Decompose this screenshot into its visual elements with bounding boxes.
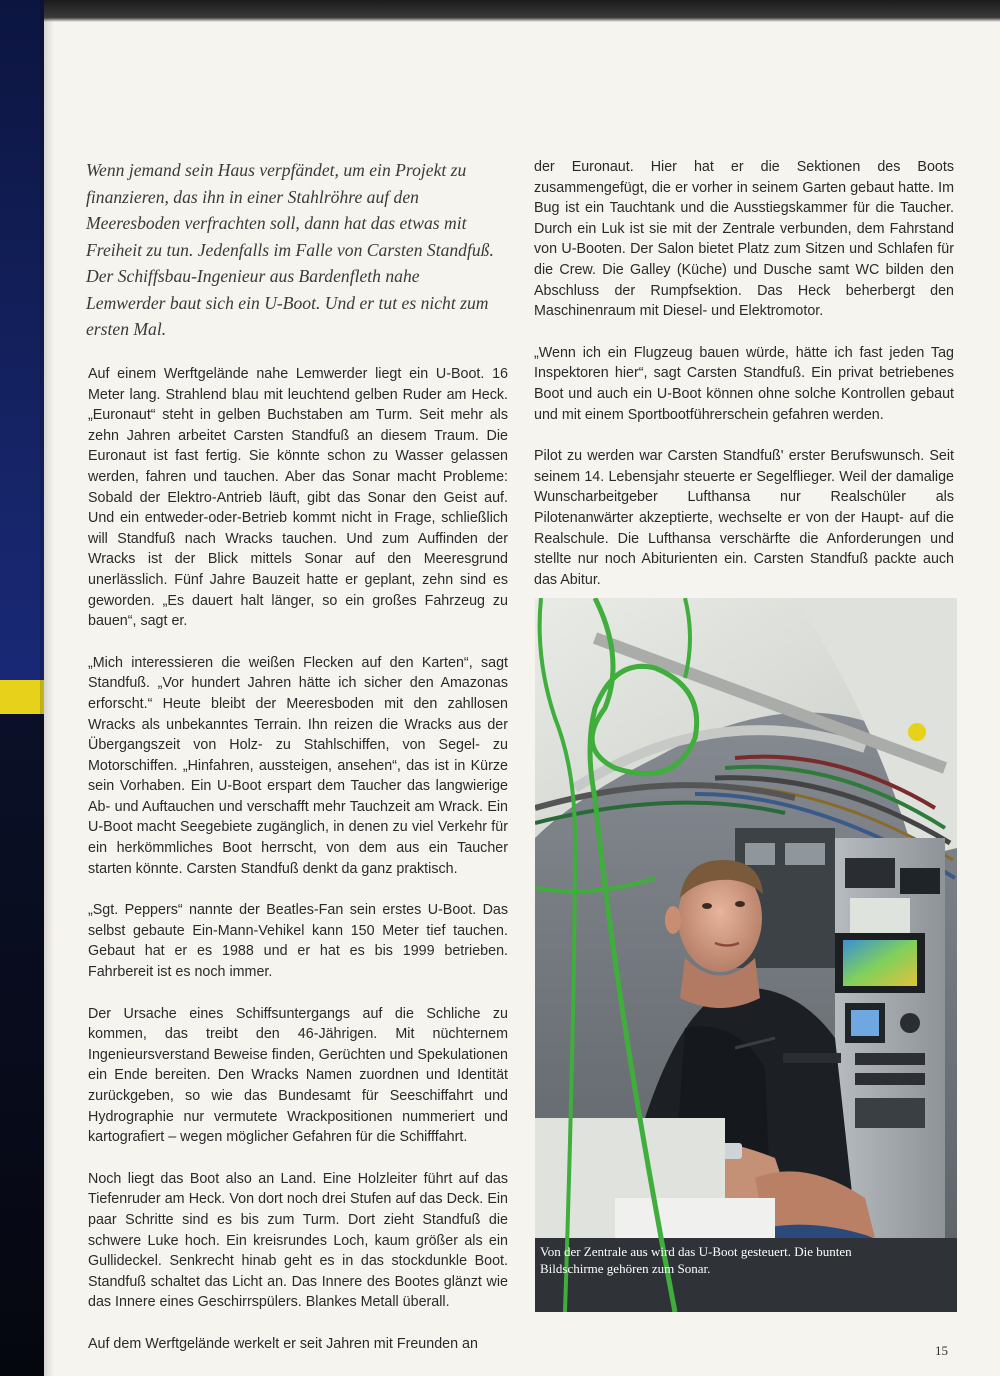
cover-spine-dark [0,714,44,1376]
body-paragraph: Pilot zu werden war Carsten Standfuß' erster Berufswunsch. Seit seinem 14. Lebensjahr steuerte er Segelflieger. Weil der damalige Wunscharbeitgeber Lufthansa nur Realschüler als Pilotenanwärter akzeptierte, wechselte er von der Haupt- auf die Realschule. Die Lufthansa verschärfte die Anforderungen und stellte nur noch Abiturienten ein. Carsten Standfuß packte auch das Abitur. [534,448,954,588]
cover-spine-yellow-stripe [0,680,44,714]
body-paragraph: „Mich interessieren die weißen Flecken auf den Karten“, sagt Standfuß. „Vor hundert Jahren hätte ich sicher den Amazonas erforscht.“ Heute bleibt der Meeresboden mit den zahllosen Wracks als unbekanntes Terrain. Ihn reizen die Wracks aus der Übergangszeit von Holz- zu Stahlschiffen, von Segel- zu Motorschiffen. „Hinfahren, aussteigen, ansehen“, das ist in Kürze sein Vorhaben. Ein U-Boot erspart dem Taucher das langwierige Ab- und Auftauchen und verschafft mehr Tauchzeit am Wrack. Ein U-Boot macht Seegebiete zugänglich, in denen zu viel Verkehr für ein herkömmliches Boot herrscht, von dem aus ein Taucher starten könnte. Carsten Standfuß denkt da ganz praktisch. [88,654,508,877]
body-paragraph: Auf einem Werftgelände nahe Lemwerder liegt ein U-Boot. 16 Meter lang. Strahlend blau mit leuchtend gelben Ruder am Heck. „Euronaut“ steht in gelben Buchstaben am Turm. Seit mehr als zehn Jahren arbeitet Carsten Standfuß an diesem Traum. Die Euronaut ist fast fertig. Sie könnte schon zu Wasser gelassen werden, fahren und tauchen. Aber das Sonar macht Probleme: Sobald der Elektro-Antrieb läuft, gibt das Sonar den Geist auf. Und ein entweder-oder-Betrieb kommt nicht in Frage, schließlich will Standfuß nach Wracks tauchen. Und zum Auffinden der Wracks ist der Blick mittels Sonar auf den Meeresgrund unerlässlich. Fünf Jahre Bauzeit hatte er geplant, zehn sind es geworden. „Es dauert halt länger, so ein großes Fahrzeug zu bauen“, sagt er. [88,366,508,630]
left-text-column [88,364,508,1355]
body-paragraph: Noch liegt das Boot also an Land. Eine Holzleiter führt auf das Tiefenruder am Heck. Von dort noch drei Stufen auf das Deck. Ein paar Schritte sind es bis zum Turm. Dort zieht Standfuß die schwere Luke hoch. Ein kreisrundes Loch, kaum größer als ein Gullideckel. Senkrecht hinab geht es in das stockdunkle Boot. Standfuß schaltet das Licht an. Das Innere des Bootes glänzt wie das Innere eines Geschirrspülers. Blankes Metall überall. [88,1170,508,1311]
submarine-control-room-photo [535,598,957,1312]
right-text-column [534,157,954,590]
page-number: 15 [935,1343,948,1358]
body-paragraph: „Sgt. Peppers“ nannte der Beatles-Fan sein erstes U-Boot. Das selbst gebaute Ein-Mann-Vehikel kann 150 Meter tief tauchen. Gebaut hat er es 1988 und er hat es bis 1999 betrieben. Fahrbereit ist es noch immer. [88,902,508,981]
scan-top-edge [44,0,1000,22]
body-paragraph: Auf dem Werftgelände werkelt er seit Jahren mit Freunden an [88,1335,478,1352]
lead-paragraph: Wenn jemand sein Haus verpfändet, um ein Projekt zu finanzieren, das ihn in einer Stahlröhre auf den Meeresboden verfrachten soll, dann hat das etwas mit Freiheit zu tun. Jedenfalls im Falle von Carsten Standfuß. Der Schiffsbau-Ingenieur aus Bardenfleth nahe Lemwerder baut sich ein U-Boot. Und er tut es nicht zum ersten Mal. [86,160,494,339]
photo-caption: Von der Zentrale aus wird das U-Boot gesteuert. Die bunten Bildschirme gehören zum Sonar. [540,1244,852,1276]
body-paragraph: „Wenn ich ein Flugzeug bauen würde, hätte ich fast jeden Tag Inspektoren hier“, sagt Carsten Standfuß. Ein privat betriebenes Boot und auch ein U-Boot können ohne solche Kontrollen gebaut und mit einem Sportbootführerschein gefahren werden. [534,344,954,423]
page-gutter-shadow [40,0,54,1376]
body-paragraph: Der Ursache eines Schiffsuntergangs auf die Schliche zu kommen, das treibt den 46-Jährigen. Mit nüchternem Ingenieursverstand Beweise finden, Gerüchten und Spekulationen ein Ende bereiten. Den Wracks Namen zuordnen und Identität zurückgeben, so wie das Bundesamt für Seeschiffahrt und Hydrographie nur vermutete Wrackpositionen nummeriert und kartografiert – wegen möglicher Gefahren für die Schifffahrt. [88,1005,508,1146]
body-paragraph: der Euronaut. Hier hat er die Sektionen des Boots zusammengefügt, die er vorher in seinem Garten gebaut hatte. Im Bug ist ein Tauchtank und die Ausstiegskammer für die Taucher. Durch ein Luk ist sie mit der Zentrale verbunden, dem Fahrstand von U-Booten. Der Salon bietet Platz zum Sitzen und Schlafen für die Crew. Die Galley (Küche) und Dusche samt WC bilden den Abschluss der Rumpfsektion. Das Heck beherbergt den Maschinenraum mit Diesel- und Elektromotor. [534,159,954,320]
